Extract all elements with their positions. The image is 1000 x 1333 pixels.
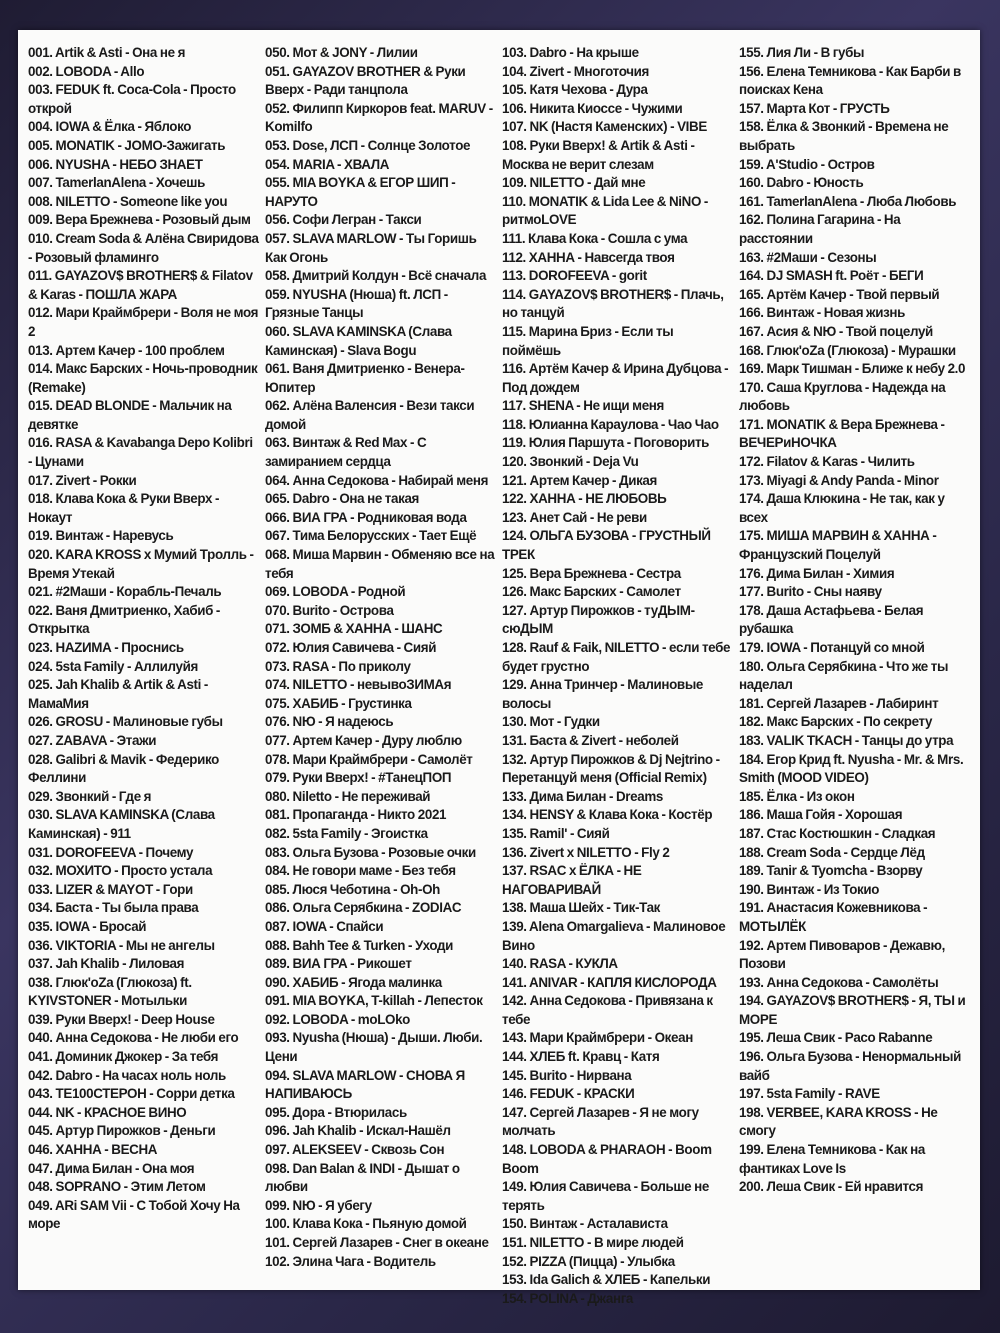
track-entry: 186. Маша Гойя - Хорошая (739, 807, 903, 823)
track-entry: 073. RASA - По приколу (265, 658, 411, 674)
track-entry: 106. Никита Киоссе - Чужими (502, 100, 683, 116)
track-entry: 047. Дима Билан - Она моя (28, 1160, 195, 1176)
track-entry: 029. Звонкий - Где я (28, 788, 152, 804)
track-entry: 166. Винтаж - Новая жизнь (739, 305, 906, 321)
track-entry: 142. Анна Седокова - Привязана к тебе (502, 993, 713, 1027)
track-entry: 102. Элина Чага - Водитель (265, 1253, 436, 1269)
track-entry: 030. SLAVA KAMINSKA (Слава Каминская) - 911 (28, 807, 215, 841)
track-entry: 140. RASA - КУКЛА (502, 956, 618, 972)
track-entry: 056. Софи Легран - Такси (265, 212, 422, 228)
track-entry: 051. GAYAZOV BROTHER & Руки Вверх - Ради танцпола (265, 63, 466, 98)
tracklist-column-2 (265, 44, 502, 1284)
track-entry: 188. Cream Soda - Сердце Лёд (739, 844, 925, 860)
tracklist-column-4 (739, 44, 976, 1284)
track-entry: 173. Miyagi & Andy Panda - Minor (739, 472, 939, 488)
track-entry: 145. Burito - Нирвана (502, 1067, 632, 1083)
track-entry: 101. Сергей Лазарев - Снег в океане (265, 1235, 489, 1250)
track-entry: 111. Клава Кока - Сошла с ума (502, 230, 688, 246)
track-entry: 103. Dabro - На крыше (502, 45, 639, 60)
track-entry: 004. IOWA & Ёлка - Яблоко (28, 119, 192, 135)
track-entry: 125. Вера Брежнева - Сестра (502, 565, 681, 581)
track-entry: 088. Bahh Tee & Turken - Уходи (265, 937, 454, 953)
track-entry: 117. SHENA - Не ищи меня (502, 398, 664, 414)
track-entry: 198. VERBEE, KARA KROSS - Не смогу (739, 1104, 938, 1139)
track-entry: 068. Миша Марвин - Обменяю все на тебя (265, 547, 495, 581)
track-entry: 028. Galibri & Mavik - Федерико Феллини (28, 751, 220, 786)
track-entry: 113. DOROFEEVA - gorit (502, 268, 647, 284)
track-entry: 062. Алёна Валенсия - Вези такси домой (265, 398, 475, 432)
track-entry: 063. Винтаж & Red Max - С замиранием сердца (265, 435, 427, 470)
track-entry: 099. NЮ - Я убегу (265, 1197, 372, 1213)
track-entry: 172. Filatov & Karas - Чилить (739, 454, 915, 470)
track-entry: 179. IOWA - Потанцуй со мной (739, 640, 925, 655)
track-entry: 169. Марк Тишман - Ближе к небу 2.0 (739, 361, 966, 377)
track-entry: 192. Артем Пивоваров - Дежавю, Позови (739, 937, 945, 972)
track-entry: 046. ХАННА - ВЕСНА (28, 1142, 158, 1158)
track-entry: 168. Глюк'oZa (Глюкоза) - Мурашки (739, 342, 956, 358)
track-entry: 008. NILETTO - Someone like you (28, 193, 228, 209)
track-entry: 144. ХЛЕБ ft. Кравц - Катя (502, 1049, 660, 1065)
track-entry: 162. Полина Гагарина - На расстоянии (739, 212, 901, 246)
track-entry: 132. Артур Пирожков & Dj Nejtrino - Перетанцуй меня (Official Remix) (502, 751, 720, 786)
track-entry: 092. LOBODA - moLOko (265, 1011, 411, 1027)
track-entry: 112. ХАННА - Навсегда твоя (502, 249, 675, 265)
track-entry: 194. GAYAZOV$ BROTHER$ - Я, ТЫ и МОРЕ (739, 993, 966, 1027)
track-entry: 119. Юлия Паршута - Поговорить (502, 435, 710, 451)
track-entry: 064. Анна Седокова - Набирай меня (265, 472, 489, 488)
track-entry: 114. GAYAZOV$ BROTHER$ - Плачь, но танцуй (502, 286, 724, 321)
track-entry: 093. Nyusha (Нюша) - Дыши. Люби. Цени (265, 1030, 483, 1065)
track-entry: 001. Artik & Asti - Она не я (28, 45, 186, 60)
track-entry: 139. Alena Omargalieva - Малиновое Вино (502, 918, 726, 953)
track-entry: 043. ТЕ100СТЕРОН - Сорри детка (28, 1086, 235, 1102)
track-entry: 052. Филипп Киркоров feat. MARUV - Komilfo (265, 100, 493, 135)
track-entry: 159. A'Studio - Остров (739, 156, 875, 172)
track-entry: 147. Сергей Лазарев - Я не могу молчать (502, 1104, 699, 1139)
track-entry: 155. Лия Ли - В губы (739, 45, 865, 60)
track-entry: 131. Баста & Zivert - неболей (502, 732, 679, 748)
track-entry: 137. RSAC x ЁЛКА - НЕ НАГОВАРИВАЙ (502, 863, 642, 897)
track-entry: 160. Dabro - Юность (739, 175, 864, 191)
track-entry: 126. Макс Барских - Самолет (502, 584, 681, 600)
track-entry: 071. ЗОМБ & ХАННА - ШАНС (265, 621, 443, 637)
track-entry: 027. ZABAVA - Этажи (28, 732, 157, 748)
track-entry: 135. Ramil' - Сияй (502, 825, 610, 841)
track-entry: 066. ВИА ГРА - Родниковая вода (265, 509, 467, 525)
track-entry: 176. Дима Билан - Химия (739, 565, 895, 581)
track-entry: 118. Юлианна Караулова - Чао Чао (502, 416, 719, 432)
track-entry: 048. SOPRANO - Этим Летом (28, 1179, 206, 1195)
track-entry: 105. Катя Чехова - Дура (502, 82, 648, 98)
track-entry: 069. LOBODA - Родной (265, 584, 406, 600)
track-entry: 154. POLINA - Джанга (502, 1290, 634, 1306)
track-entry: 108. Руки Вверх! & Artik & Asti - Москва не верит слезам (502, 137, 695, 172)
track-entry: 060. SLAVA KAMINSKA (Слава Каминская) - Slava Bogu (265, 323, 452, 358)
track-entry: 195. Леша Свик - Paco Rabanne (739, 1030, 933, 1046)
track-entry: 152. PIZZA (Пицца) - Улыбка (502, 1253, 675, 1269)
track-entry: 149. Юлия Савичева - Больше не терять (502, 1179, 709, 1213)
track-entry: 018. Клава Кока & Руки Вверх - Нокаут (28, 491, 220, 525)
track-entry: 054. MARIA - ХВАЛА (265, 156, 390, 172)
track-entry: 120. Звонкий - Deja Vu (502, 454, 639, 470)
track-entry: 158. Ёлка & Звонкий - Времена не выбрать (739, 119, 949, 153)
track-entry: 177. Burito - Сны наяву (739, 584, 882, 600)
track-entry: 096. Jah Khalib - Искал-Нашёл (265, 1123, 451, 1139)
track-entry: 005. MONATIK - JOMO-Зажигать (28, 137, 226, 153)
track-entry: 153. Ida Galich & ХЛЕБ - Капельки (502, 1272, 711, 1288)
tracklist-sheet (18, 30, 980, 1306)
track-entry: 080. Niletto - Не переживай (265, 788, 431, 804)
track-entry: 109. NILETTO - Дай мне (502, 175, 646, 191)
track-entry: 070. Burito - Острова (265, 602, 394, 618)
track-entry: 039. Руки Вверх! - Deep House (28, 1011, 215, 1027)
track-entry: 020. KARA KROSS x Мумий Тролль - Время Утекай (28, 547, 254, 581)
track-entry: 098. Dan Balan & INDI - Дышат о любви (265, 1160, 460, 1195)
track-entry: 170. Саша Круглова - Надежда на любовь (739, 379, 946, 414)
track-entry: 059. NYUSHA (Нюша) ft. ЛСП - Грязные Танцы (265, 286, 448, 321)
track-entry: 156. Елена Темникова - Как Барби в поисках Кена (739, 63, 961, 98)
track-entry: 081. Пропаганда - Никто 2021 (265, 807, 447, 823)
track-entry: 121. Артем Качер - Дикая (502, 472, 657, 488)
track-entry: 091. MIA BOYKA, T-killah - Лепесток (265, 993, 483, 1009)
track-entry: 141. ANIVAR - КАПЛЯ КИСЛОРОДА (502, 974, 717, 990)
track-entry: 075. ХАБИБ - Грустинка (265, 695, 412, 711)
track-entry: 165. Артём Качер - Твой первый (739, 286, 940, 302)
track-entry: 058. Дмитрий Колдун - Всё сначала (265, 268, 487, 284)
track-entry: 197. 5sta Family - RAVE (739, 1086, 880, 1102)
track-entry: 181. Сергей Лазарев - Лабиринт (739, 695, 939, 711)
track-entry: 002. LOBODA - Allo (28, 63, 145, 79)
track-entry: 115. Марина Бриз - Если ты поймёшь (502, 323, 674, 358)
track-entry: 151. NILETTO - В мире людей (502, 1235, 684, 1250)
track-entry: 014. Макс Барских - Ночь-проводник (Remake) (28, 361, 258, 395)
track-entry: 161. TamerlanAlena - Люба Любовь (739, 193, 957, 209)
track-entry: 061. Ваня Дмитриенко - Венера-Юпитер (265, 361, 465, 395)
track-entry: 183. VALIK TKACH - Танцы до утра (739, 732, 954, 748)
track-entry: 006. NYUSHA - НЕБО ЗНАЕТ (28, 156, 203, 172)
track-entry: 090. ХАБИБ - Ягода малинка (265, 974, 442, 990)
track-entry: 107. NK (Настя Каменских) - VIBE (502, 119, 707, 135)
track-entry: 110. MONATIK & Lida Lee & NiNO - ритмоLOVE (502, 193, 709, 228)
track-entry: 174. Даша Клюкина - Не так, как у всех (739, 491, 945, 525)
track-entry: 136. Zivert x NILETTO - Fly 2 (502, 844, 670, 860)
track-entry: 190. Винтаж - Из Токио (739, 881, 880, 897)
track-entry: 157. Марта Кот - ГРУСТЬ (739, 100, 890, 116)
track-entry: 076. NЮ - Я надеюсь (265, 714, 394, 730)
track-entry: 129. Анна Тринчер - Малиновые волосы (502, 677, 704, 711)
track-entry: 009. Вера Брежнева - Розовый дым (28, 212, 251, 228)
track-entry: 175. МИША МАРВИН & ХАННА - Французский Поцелуй (739, 528, 937, 563)
track-entry: 016. RASA & Kavabanga Depo Kolibri - Цунами (28, 435, 253, 470)
track-entry: 013. Артем Качер - 100 проблем (28, 342, 225, 358)
track-entry: 087. IOWA - Спайси (265, 918, 384, 934)
track-entry: 010. Cream Soda & Алёна Свиридова - Розовый фламинго (28, 230, 259, 265)
track-entry: 017. Zivert - Рокки (28, 472, 137, 488)
track-entry: 041. Доминик Джокер - За тебя (28, 1049, 219, 1065)
track-entry: 134. HENSY & Клава Кока - Костёр (502, 807, 713, 823)
track-entry: 146. FEDUK - КРАСКИ (502, 1086, 635, 1102)
track-entry: 199. Елена Темникова - Как на фантиках Love Is (739, 1142, 925, 1176)
track-entry: 067. Тима Белорусских - Тает Ещё (265, 528, 477, 544)
track-entry: 182. Макс Барских - По секрету (739, 714, 933, 730)
track-entry: 184. Егор Крид ft. Nyusha - Mr. & Mrs. Smith (MOOD VIDEO) (739, 751, 964, 786)
track-entry: 185. Ёлка - Из окон (739, 788, 855, 804)
track-entry: 078. Мари Краймбрери - Самолёт (265, 751, 473, 767)
track-entry: 031. DOROFEEVA - Почему (28, 844, 194, 860)
track-entry: 180. Ольга Серябкина - Что же ты наделал (739, 658, 949, 693)
track-entry: 053. Dose, ЛСП - Солнце Золотое (265, 137, 471, 153)
track-entry: 019. Винтаж - Наревусь (28, 528, 174, 544)
track-entry: 074. NILETTO - невывоЗИМАя (265, 677, 452, 693)
track-entry: 128. Rauf & Faik, NILETTO - если тебе будет грустно (502, 640, 731, 674)
track-entry: 055. MIA BOYKA & ЕГОР ШИП - НАРУТО (265, 175, 456, 209)
track-entry: 057. SLAVA MARLOW - Ты Горишь Как Огонь (265, 230, 477, 265)
track-entry: 138. Маша Шейх - Тик-Так (502, 900, 661, 916)
track-entry: 094. SLAVA MARLOW - СНОВА Я НАПИВАЮСЬ (265, 1067, 465, 1102)
tracklist-column-3 (502, 44, 739, 1306)
track-entry: 143. Мари Краймбрери - Океан (502, 1030, 693, 1046)
track-entry: 200. Леша Свик - Ей нравится (739, 1179, 924, 1195)
track-entry: 124. ОЛЬГА БУЗОВА - ГРУСТНЫЙ ТРЕК (502, 528, 711, 563)
track-entry: 130. Мот - Гудки (502, 714, 600, 730)
track-entry: 133. Дима Билан - Dreams (502, 788, 663, 804)
track-entry: 127. Артур Пирожков - туДЫМ-сюДЫМ (502, 602, 695, 637)
track-entry: 007. TamerlanAlena - Хочешь (28, 175, 205, 191)
track-entry: 015. DEAD BLONDE - Мальчик на девятке (28, 398, 232, 432)
track-entry: 100. Клава Кока - Пьяную домой (265, 1216, 467, 1232)
track-entry: 123. Анет Сай - Не реви (502, 509, 647, 525)
track-entry: 012. Мари Краймбрери - Воля не моя 2 (28, 305, 259, 339)
track-entry: 033. LIZER & MAYOT - Гори (28, 881, 193, 897)
track-entry: 193. Анна Седокова - Самолёты (739, 974, 939, 990)
track-entry: 079. Руки Вверх! - #ТанецПОП (265, 770, 452, 786)
track-entry: 084. Не говори маме - Без тебя (265, 863, 456, 879)
track-entry: 178. Даша Астафьева - Белая рубашка (739, 602, 924, 637)
track-entry: 045. Артур Пирожков - Деньги (28, 1123, 216, 1139)
track-entry: 072. Юлия Савичева - Сияй (265, 640, 437, 655)
track-entry: 167. Асия & NЮ - Твой поцелуй (739, 323, 933, 339)
track-entry: 095. Дора - Втюрилась (265, 1104, 407, 1120)
track-entry: 023. HAZИМА - Проснись (28, 640, 184, 655)
track-entry: 189. Tanir & Tyomcha - Взорву (739, 863, 923, 879)
track-entry: 104. Zivert - Многоточия (502, 63, 649, 79)
track-entry: 150. Винтаж - Асталависта (502, 1216, 668, 1232)
track-entry: 050. Мот & JONY - Лилии (265, 45, 418, 60)
track-entry: 122. ХАННА - НЕ ЛЮБОВЬ (502, 491, 667, 507)
track-entry: 040. Анна Седокова - Не люби его (28, 1030, 239, 1046)
track-entry: 022. Ваня Дмитриенко, Хабиб - Открытка (28, 602, 221, 637)
tracklist-column-1 (28, 44, 265, 1284)
track-entry: 086. Ольга Серябкина - ZODIAC (265, 900, 462, 916)
track-entry: 025. Jah Khalib & Artik & Asti - МамаМия (28, 677, 209, 711)
track-entry: 034. Баста - Ты была права (28, 900, 199, 916)
track-entry: 024. 5sta Family - Аллилуйя (28, 658, 198, 674)
track-entry: 021. #2Маши - Корабль-Печаль (28, 584, 222, 600)
track-entry: 003. FEDUK ft. Coca-Cola - Просто открой (28, 82, 236, 116)
track-entry: 163. #2Маши - Сезоны (739, 249, 877, 265)
track-entry: 035. IOWA - Бросай (28, 918, 147, 934)
track-entry: 026. GROSU - Малиновые губы (28, 714, 223, 730)
track-entry: 191. Анастасия Кожевникова - МОТЫЛЁК (739, 900, 928, 934)
track-entry: 032. МОХИТО - Просто устала (28, 863, 213, 879)
track-entry: 097. ALEKSEEV - Сквозь Сон (265, 1142, 445, 1158)
track-entry: 011. GAYAZOV$ BROTHER$ & Filatov & Karas - ПОШЛА ЖАРА (28, 268, 253, 302)
track-entry: 083. Ольга Бузова - Розовые очки (265, 844, 476, 860)
track-entry: 044. NK - КРАСНОЕ ВИНО (28, 1104, 187, 1120)
track-entry: 085. Люся Чеботина - Oh-Oh (265, 881, 440, 897)
track-entry: 187. Стас Костюшкин - Сладкая (739, 825, 936, 841)
track-entry: 065. Dabro - Она не такая (265, 491, 420, 507)
track-entry: 036. VIKTORIA - Мы не ангелы (28, 937, 215, 953)
track-entry: 038. Глюк'oZa (Глюкоза) ft. KYIVSTONER - Мотыльки (28, 974, 192, 1009)
track-entry: 164. DJ SMASH ft. Роёт - БЕГИ (739, 268, 924, 284)
track-entry: 037. Jah Khalib - Лиловая (28, 956, 185, 972)
tracklist-columns (28, 44, 976, 1306)
track-entry: 196. Ольга Бузова - Ненормальный вайб (739, 1049, 961, 1083)
track-entry: 049. ARi SAM Vii - С Тобой Хочу На море (28, 1197, 240, 1232)
track-entry: 082. 5sta Family - Эгоистка (265, 825, 428, 841)
track-entry: 148. LOBODA & PHARAOH - Boom Boom (502, 1142, 712, 1176)
track-entry: 116. Артём Качер & Ирина Дубцова - Под дождем (502, 361, 729, 395)
track-entry: 042. Dabro - На часах ноль ноль (28, 1067, 226, 1083)
track-entry: 077. Артем Качер - Дуру люблю (265, 732, 462, 748)
track-entry: 089. ВИА ГРА - Рикошет (265, 956, 412, 972)
track-entry: 171. MONATIK & Вера Брежнева - ВЕЧЕРиНОЧКА (739, 416, 945, 451)
